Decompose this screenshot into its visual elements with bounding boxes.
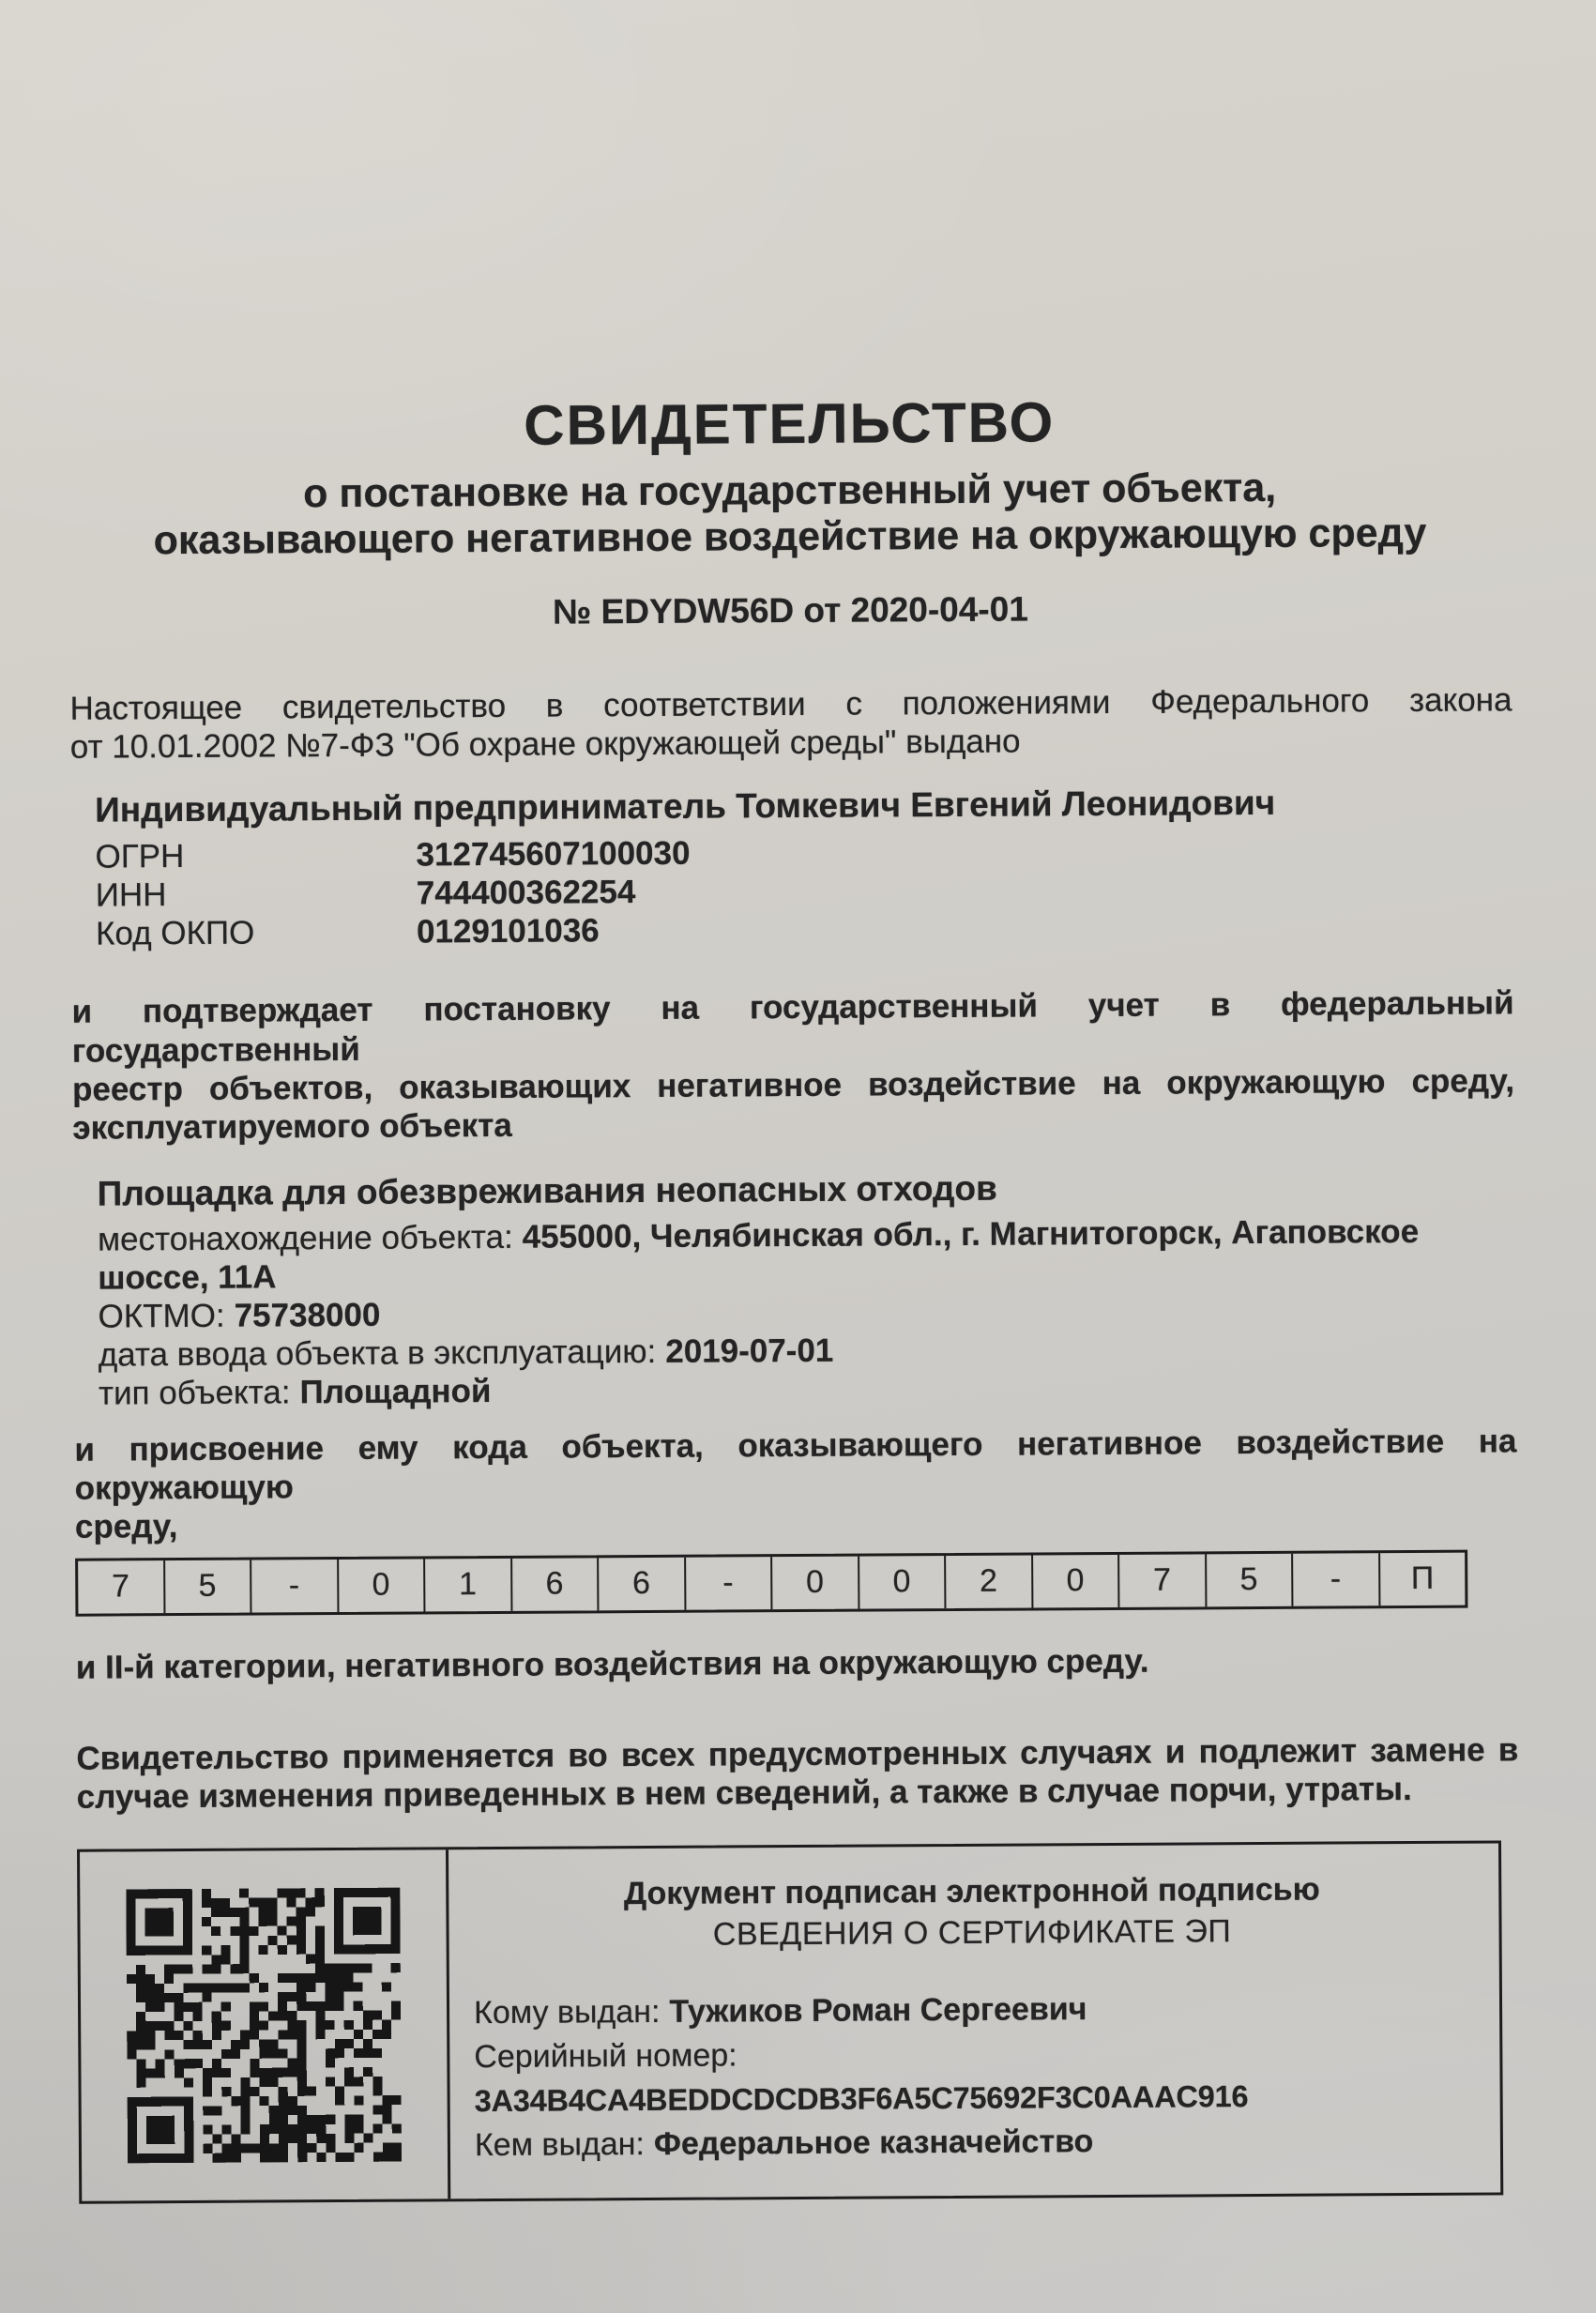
ogrn-value: 312745607100030 <box>416 835 691 874</box>
code-cell: 1 <box>425 1559 512 1612</box>
object-name: Площадка для обезвреживания неопасных отходов <box>97 1169 997 1213</box>
object-location-row <box>98 1212 1515 1298</box>
signature-header <box>473 1867 1471 1957</box>
serial-number-label-row <box>474 2030 1471 2079</box>
subtitle-line-2: оказывающего негативное воздействие на окружающую среду <box>153 510 1427 563</box>
issued-to-row <box>474 1986 1471 2035</box>
usage-line-1: Свидетельство применяется во всех предусмотренных случаях и подлежит замене в <box>76 1731 1519 1777</box>
object-code-table <box>75 1549 1467 1616</box>
confirmation-paragraph <box>71 984 1514 1149</box>
serial-number-value-row <box>475 2074 1472 2123</box>
confirmation-line-3: эксплуатируемого объекта <box>72 1106 512 1147</box>
code-cell: 5 <box>165 1560 252 1613</box>
commissioning-date-label: дата ввода объекта в эксплуатацию: <box>98 1332 657 1374</box>
holder-registry-rows <box>95 830 1513 953</box>
location-value: 455000, Челябинская обл., г. Магнитогорск, Агаповское шоссе, 11А <box>98 1213 1420 1297</box>
signature-header-line-1: Документ подписан электронной подписью <box>623 1871 1320 1911</box>
code-cell: 0 <box>859 1556 947 1609</box>
code-cell: 0 <box>772 1556 859 1609</box>
code-cell: 7 <box>78 1560 165 1614</box>
inn-value: 744400362254 <box>416 874 636 912</box>
signature-header-line-2: СВЕДЕНИЯ О СЕРТИФИКАТЕ ЭП <box>712 1913 1232 1954</box>
issued-to-label: Кому выдан: <box>473 1994 661 2031</box>
usage-line-2: случае изменения приведенных в нем сведений, а также в случае порчи, утраты. <box>76 1771 1412 1816</box>
subtitle-line-1: о постановке на государственный учет объекта, <box>303 464 1277 517</box>
signature-fields <box>474 1986 1472 2168</box>
ogrn-label: ОГРН <box>95 838 185 876</box>
certificate-title: СВИДЕТЕЛЬСТВО <box>524 390 1056 457</box>
code-cell: - <box>1293 1553 1380 1606</box>
code-cell: П <box>1410 1560 1435 1597</box>
object-details <box>98 1212 1516 1413</box>
signature-text-cell <box>448 1843 1500 2199</box>
code-cell: 5 <box>1207 1553 1294 1606</box>
code-intro-line-2: среду, <box>74 1508 178 1546</box>
code-cell: 2 <box>946 1555 1033 1608</box>
commissioning-date-value: 2019-07-01 <box>665 1331 834 1370</box>
okpo-label: Код ОКПО <box>95 914 255 952</box>
category-line: и II-й категории, негативного воздействия на окружающую среду. <box>75 1642 1149 1686</box>
intro-line-2: от 10.01.2002 №7-ФЗ "Об охране окружающей среды" выдано <box>69 723 1021 767</box>
code-cell: 0 <box>1033 1555 1120 1608</box>
holder-name: Индивидуальный предприниматель Томкевич Евгений Леонидович <box>95 783 1276 829</box>
confirmation-line-2: реестр объектов, оказывающих негативное воздействие на окружающую среду, <box>71 1062 1515 1108</box>
location-label: местонахождение объекта: <box>97 1218 513 1258</box>
oktmo-value: 75738000 <box>234 1296 381 1334</box>
intro-line-1: Настоящее свидетельство в соответствии с положениями Федерального закона <box>69 681 1512 727</box>
code-cell: - <box>686 1557 773 1610</box>
serial-number-label: Серийный номер: <box>474 2037 737 2076</box>
object-type-value: Площадной <box>299 1372 492 1411</box>
inn-label: ИНН <box>95 876 167 914</box>
qr-cell <box>80 1849 450 2200</box>
certificate-subtitle <box>68 464 1512 564</box>
code-cell: 7 <box>1119 1554 1207 1607</box>
code-cell: 6 <box>512 1558 600 1611</box>
code-intro-paragraph <box>74 1422 1517 1546</box>
digital-signature-stamp <box>77 1840 1503 2203</box>
issued-by-label: Кем выдан: <box>474 2126 646 2164</box>
confirmation-line-1: и подтверждает постановку на государственный учет в федеральный государственный <box>71 984 1514 1070</box>
code-intro-line-1: и присвоение ему кода объекта, оказывающего негативное воздействие на окружающую <box>74 1423 1517 1507</box>
intro-paragraph <box>69 681 1512 768</box>
serial-number-value: 3A34B4CA4BEDDCDCDB3F6A5C75692F3C0AAAC916 <box>474 2079 1249 2119</box>
issued-by-row <box>475 2118 1472 2168</box>
holder-row-okpo <box>96 906 1513 953</box>
issued-to-value: Тужиков Роман Сергеевич <box>669 1991 1087 2031</box>
code-cell: 6 <box>599 1557 686 1610</box>
qr-code-icon <box>126 1887 402 2163</box>
object-type-row <box>99 1366 1516 1413</box>
certificate-number: № EDYDW56D от 2020-04-01 <box>552 589 1028 632</box>
object-type-label: тип объекта: <box>98 1374 291 1412</box>
oktmo-label: ОКТМО: <box>98 1297 225 1335</box>
okpo-value: 0129101036 <box>416 911 600 951</box>
code-cell: - <box>251 1560 339 1613</box>
issued-by-value: Федеральное казначейство <box>653 2123 1094 2162</box>
code-cell: 0 <box>339 1559 426 1612</box>
usage-paragraph <box>76 1730 1518 1817</box>
